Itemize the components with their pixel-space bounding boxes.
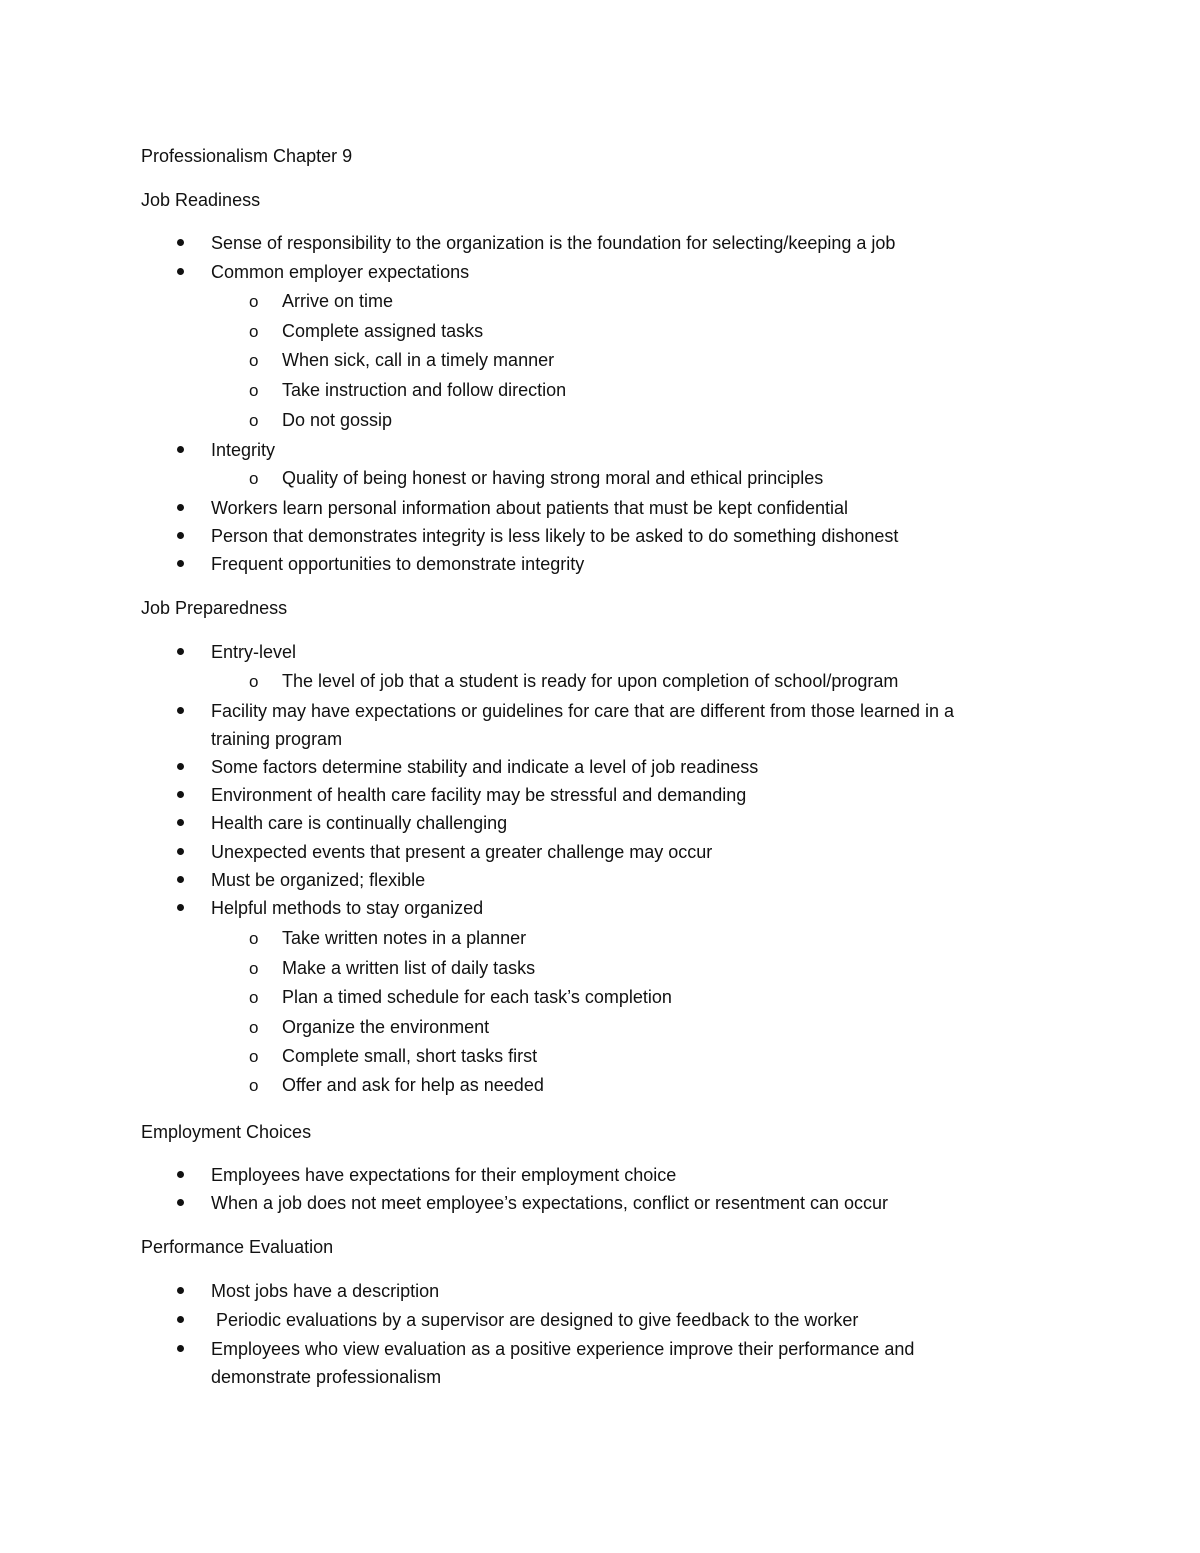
bullet-icon bbox=[177, 848, 184, 855]
sub-bullet-icon: o bbox=[249, 1018, 259, 1037]
sub-list-item: Make a written list of daily tasks bbox=[282, 958, 536, 978]
bullet-icon bbox=[177, 1316, 184, 1323]
sub-bullet-icon: o bbox=[249, 292, 259, 311]
bullet-icon bbox=[177, 532, 184, 539]
sub-bullet-icon: o bbox=[249, 959, 259, 978]
sub-list-item: Offer and ask for help as needed bbox=[282, 1075, 544, 1095]
section-heading-job-preparedness: Job Preparedness bbox=[141, 598, 288, 618]
sub-list-item: Complete assigned tasks bbox=[282, 321, 484, 341]
bullet-icon bbox=[177, 791, 184, 798]
section-heading-employment-choices: Employment Choices bbox=[141, 1122, 312, 1142]
sub-list-item: Organize the environment bbox=[282, 1017, 490, 1037]
bullet-icon bbox=[177, 560, 184, 567]
bullet-icon bbox=[177, 904, 184, 911]
list-item: When a job does not meet employee’s expectations, conflict or resentment can occur bbox=[211, 1193, 889, 1213]
sub-bullet-icon: o bbox=[249, 1047, 259, 1066]
sub-bullet-icon: o bbox=[249, 381, 259, 400]
list-item-continuation: training program bbox=[211, 729, 343, 749]
bullet-icon bbox=[177, 446, 184, 453]
list-item: Entry-level bbox=[211, 642, 297, 662]
sub-list-item: Complete small, short tasks first bbox=[282, 1046, 538, 1066]
sub-bullet-icon: o bbox=[249, 351, 259, 370]
sub-bullet-icon: o bbox=[249, 322, 259, 341]
bullet-icon bbox=[177, 648, 184, 655]
bullet-icon bbox=[177, 707, 184, 714]
list-item: Employees have expectations for their employment choice bbox=[211, 1165, 677, 1185]
list-item-continuation: demonstrate professionalism bbox=[211, 1367, 442, 1387]
sub-list-item: Take instruction and follow direction bbox=[282, 380, 567, 400]
list-item: Must be organized; flexible bbox=[211, 870, 426, 890]
sub-bullet-icon: o bbox=[249, 411, 259, 430]
sub-bullet-icon: o bbox=[249, 469, 259, 488]
section-heading-job-readiness: Job Readiness bbox=[141, 190, 261, 210]
list-item: Employees who view evaluation as a positive experience improve their performance and bbox=[211, 1339, 915, 1359]
list-item: Integrity bbox=[211, 440, 276, 460]
sub-list-item: When sick, call in a timely manner bbox=[282, 350, 555, 370]
sub-bullet-icon: o bbox=[249, 988, 259, 1007]
sub-bullet-icon: o bbox=[249, 1076, 259, 1095]
list-item: Frequent opportunities to demonstrate integrity bbox=[211, 554, 585, 574]
bullet-icon bbox=[177, 504, 184, 511]
bullet-icon bbox=[177, 876, 184, 883]
sub-list-item: Plan a timed schedule for each task’s completion bbox=[282, 987, 672, 1007]
list-item: Most jobs have a description bbox=[211, 1281, 440, 1301]
section-heading-performance-evaluation: Performance Evaluation bbox=[141, 1237, 334, 1257]
list-item: Common employer expectations bbox=[211, 262, 470, 282]
list-item: Sense of responsibility to the organization is the foundation for selecting/keeping a job bbox=[211, 233, 896, 253]
bullet-icon bbox=[177, 763, 184, 770]
list-item: Periodic evaluations by a supervisor are designed to give feedback to the worker bbox=[211, 1310, 859, 1330]
bullet-icon bbox=[177, 239, 184, 246]
list-item: Person that demonstrates integrity is less likely to be asked to do something dishonest bbox=[211, 526, 899, 546]
list-item: Facility may have expectations or guidelines for care that are different from those learned in a bbox=[211, 701, 955, 721]
sub-list-item: Quality of being honest or having strong moral and ethical principles bbox=[282, 468, 824, 488]
list-item: Unexpected events that present a greater challenge may occur bbox=[211, 842, 713, 862]
document-title: Professionalism Chapter 9 bbox=[141, 146, 353, 166]
bullet-icon bbox=[177, 1287, 184, 1294]
bullet-icon bbox=[177, 268, 184, 275]
bullet-icon bbox=[177, 819, 184, 826]
bullet-icon bbox=[177, 1199, 184, 1206]
sub-list-item: The level of job that a student is ready for upon completion of school/program bbox=[282, 671, 899, 691]
sub-list-item: Do not gossip bbox=[282, 410, 393, 430]
list-item: Environment of health care facility may be stressful and demanding bbox=[211, 785, 747, 805]
list-item: Workers learn personal information about patients that must be kept confidential bbox=[211, 498, 849, 518]
bullet-icon bbox=[177, 1171, 184, 1178]
sub-list-item: Arrive on time bbox=[282, 291, 394, 311]
list-item: Some factors determine stability and indicate a level of job readiness bbox=[211, 757, 759, 777]
bullet-icon bbox=[177, 1345, 184, 1352]
sub-bullet-icon: o bbox=[249, 929, 259, 948]
list-item: Helpful methods to stay organized bbox=[211, 898, 484, 918]
sub-bullet-icon: o bbox=[249, 672, 259, 691]
sub-list-item: Take written notes in a planner bbox=[282, 928, 527, 948]
list-item: Health care is continually challenging bbox=[211, 813, 508, 833]
